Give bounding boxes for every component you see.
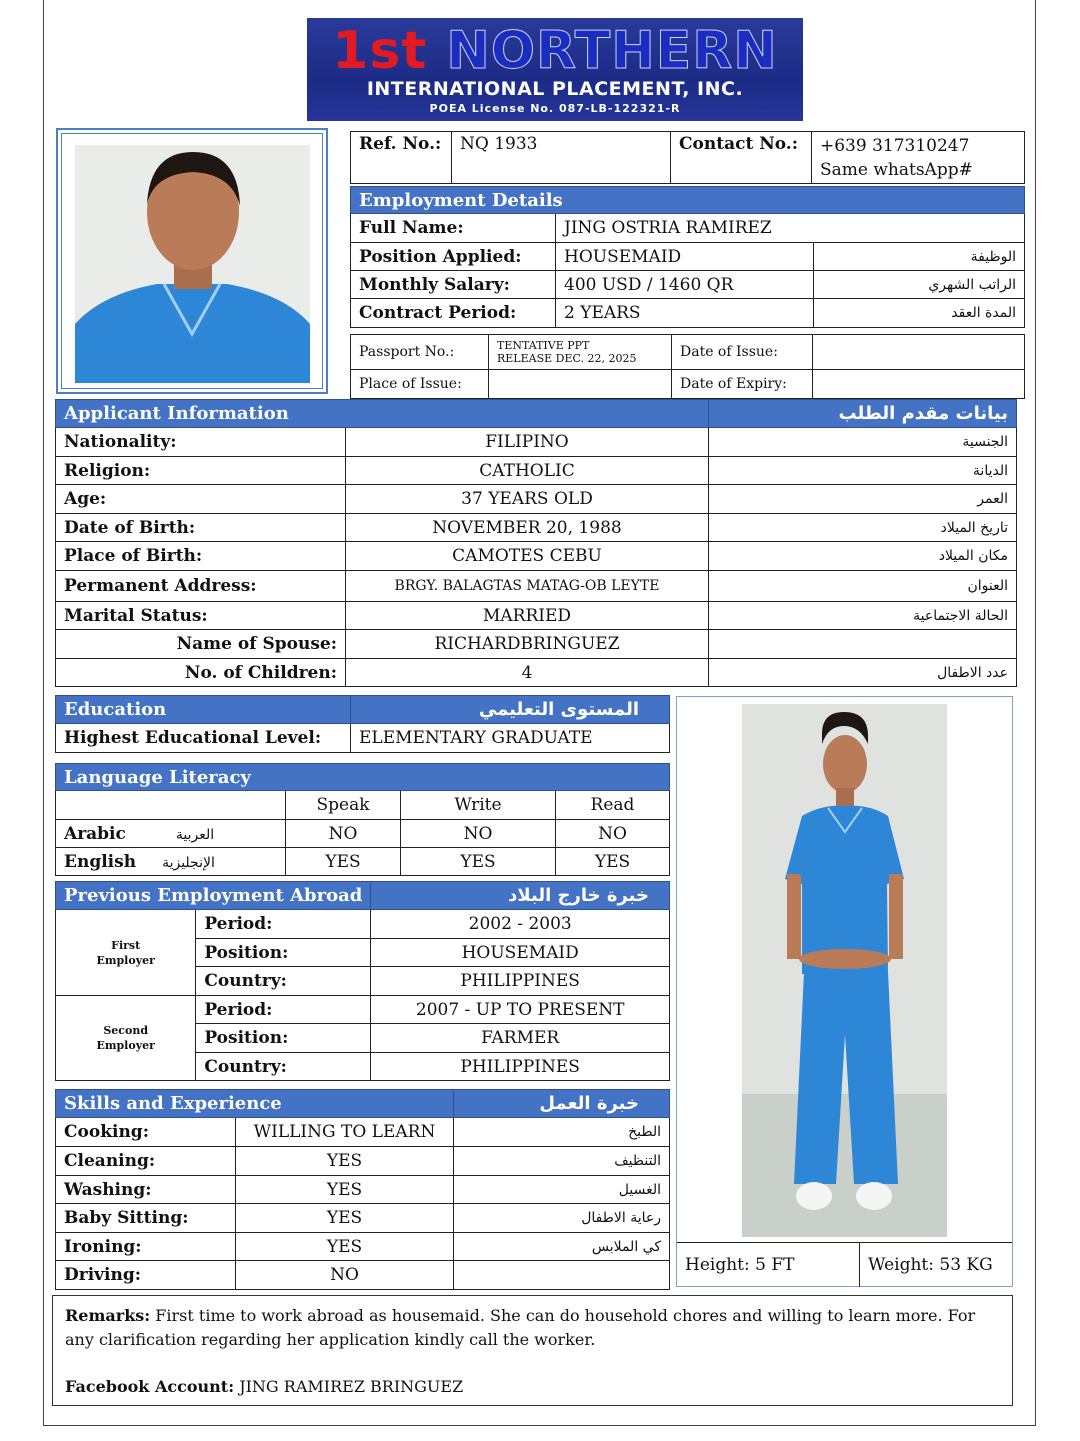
facebook-value: JING RAMIREZ BRINGUEZ <box>239 1377 464 1396</box>
skill-label-cooking: Cooking: <box>56 1118 236 1147</box>
skill-label-babysitting: Baby Sitting: <box>56 1204 236 1233</box>
language-table <box>55 763 670 876</box>
remarks-text: First time to work abroad as housemaid. She can do household chores and willing to learn more. For any clarification regarding her application kindly call the worker. <box>65 1306 976 1349</box>
company-logo <box>307 18 803 121</box>
app-label-marital: Marital Status: <box>56 602 346 630</box>
skill-value-cleaning: YES <box>236 1147 454 1176</box>
second-employer-line2: Employer <box>96 1039 155 1052</box>
language-english <box>56 848 286 876</box>
language-english-ar: الإنجليزية <box>162 854 215 871</box>
emp-value-full-name: JING OSTRIA RAMIREZ <box>556 214 1025 243</box>
arabic-speak: NO <box>286 820 401 848</box>
skill-label-driving: Driving: <box>56 1261 236 1290</box>
language-arabic-label: Arabic <box>64 823 126 844</box>
skill-label-ironing: Ironing: <box>56 1233 236 1261</box>
english-speak: YES <box>286 848 401 876</box>
emp2-country: PHILIPPINES <box>371 1053 670 1081</box>
first-employer-label <box>56 910 196 996</box>
app-value-spouse: RICHARDBRINGUEZ <box>346 630 709 659</box>
ref-value: NQ 1933 <box>452 132 671 184</box>
issue-date-label: Date of Issue: <box>672 335 813 370</box>
emp-ar-salary: الراتب الشهري <box>814 271 1025 299</box>
logo-company-name: INTERNATIONAL PLACEMENT, INC. <box>366 78 744 100</box>
passport-value-line1: TENTATIVE PPT <box>497 339 590 352</box>
full-body-photo <box>742 704 947 1237</box>
app-value-children: 4 <box>346 659 709 687</box>
app-label-dob: Date of Birth: <box>56 514 346 542</box>
arabic-write: NO <box>401 820 556 848</box>
skill-value-driving: NO <box>236 1261 454 1290</box>
weight-value: Weight: 53 KG <box>860 1243 1013 1287</box>
emp1-period-label: Period: <box>196 910 371 939</box>
app-value-marital: MARRIED <box>346 602 709 630</box>
skill-value-washing: YES <box>236 1176 454 1204</box>
skill-ar-babysitting: رعاية الاطفال <box>454 1204 670 1233</box>
second-employer-label <box>56 996 196 1081</box>
skill-label-washing: Washing: <box>56 1176 236 1204</box>
emp1-position-label: Position: <box>196 939 371 967</box>
emp2-position-label: Position: <box>196 1024 371 1053</box>
remarks-label: Remarks: <box>65 1306 151 1325</box>
remarks-box <box>52 1295 1013 1406</box>
english-read: YES <box>556 848 670 876</box>
app-label-spouse: Name of Spouse: <box>56 630 346 659</box>
language-col-write: Write <box>401 791 556 820</box>
previous-header-ar: خبرة خارج البلاد <box>371 882 670 910</box>
emp-label-full-name: Full Name: <box>351 214 556 243</box>
facebook-label: Facebook Account: <box>65 1377 235 1396</box>
skill-ar-washing: الغسيل <box>454 1176 670 1204</box>
skill-ar-cleaning: التنظيف <box>454 1147 670 1176</box>
expiry-value <box>813 370 1025 399</box>
app-label-pob: Place of Birth: <box>56 542 346 571</box>
language-arabic <box>56 820 286 848</box>
app-value-dob: NOVEMBER 20, 1988 <box>346 514 709 542</box>
app-label-age: Age: <box>56 485 346 514</box>
first-employer-line1: First <box>111 938 141 952</box>
app-ar-marital: الحالة الاجتماعية <box>709 602 1017 630</box>
issue-place-label: Place of Issue: <box>351 370 489 399</box>
skill-ar-driving <box>454 1261 670 1290</box>
skill-value-cooking: WILLING TO LEARN <box>236 1118 454 1147</box>
skill-value-babysitting: YES <box>236 1204 454 1233</box>
emp-value-salary: 400 USD / 1460 QR <box>556 271 814 299</box>
ref-contact-table <box>350 131 1025 184</box>
emp1-country-label: Country: <box>196 967 371 996</box>
language-english-label: English <box>64 851 137 872</box>
education-label: Highest Educational Level: <box>56 724 351 753</box>
emp2-country-label: Country: <box>196 1053 371 1081</box>
language-blank <box>56 791 286 820</box>
language-col-read: Read <box>556 791 670 820</box>
app-value-pob: CAMOTES CEBU <box>346 542 709 571</box>
emp-value-contract: 2 YEARS <box>556 299 814 328</box>
app-ar-dob: تاريخ الميلاد <box>709 514 1017 542</box>
emp1-position: HOUSEMAID <box>371 939 670 967</box>
issue-date-value <box>813 335 1025 370</box>
app-value-age: 37 YEARS OLD <box>346 485 709 514</box>
app-label-nationality: Nationality: <box>56 428 346 457</box>
remarks <box>65 1304 1000 1352</box>
education-header-ar: المستوى التعليمي <box>351 696 670 724</box>
skill-ar-ironing: كي الملابس <box>454 1233 670 1261</box>
expiry-label: Date of Expiry: <box>672 370 813 399</box>
emp-ar-position: الوظيفة <box>814 243 1025 271</box>
education-table <box>55 695 670 753</box>
employment-table <box>350 186 1025 328</box>
previous-employment-table <box>55 881 670 1081</box>
app-label-children: No. of Children: <box>56 659 346 687</box>
applicant-header: Applicant Information <box>56 400 709 428</box>
education-header: Education <box>56 696 351 724</box>
app-value-religion: CATHOLIC <box>346 457 709 485</box>
emp2-period-label: Period: <box>196 996 371 1024</box>
height-weight-table <box>677 1242 1012 1287</box>
facebook-account <box>65 1375 463 1399</box>
language-col-speak: Speak <box>286 791 401 820</box>
issue-place-value <box>489 370 672 399</box>
logo-northern: NORTHERN <box>446 21 778 81</box>
contact-number: +639 317310247 <box>820 136 970 156</box>
skill-value-ironing: YES <box>236 1233 454 1261</box>
app-label-address: Permanent Address: <box>56 571 346 602</box>
emp-label-salary: Monthly Salary: <box>351 271 556 299</box>
skills-table <box>55 1089 670 1290</box>
passport-table <box>350 334 1025 399</box>
logo-1st: 1st <box>332 21 428 81</box>
emp1-country: PHILIPPINES <box>371 967 670 996</box>
skill-ar-cooking: الطبخ <box>454 1118 670 1147</box>
skills-header: Skills and Experience <box>56 1090 454 1118</box>
education-value: ELEMENTARY GRADUATE <box>351 724 670 753</box>
emp-value-position: HOUSEMAID <box>556 243 814 271</box>
emp-ar-contract: المدة العقد <box>814 299 1025 328</box>
second-employer-line1: Second <box>103 1024 149 1037</box>
app-ar-children: عدد الاطفال <box>709 659 1017 687</box>
passport-value <box>489 335 672 370</box>
ref-label: Ref. No.: <box>351 132 452 184</box>
contact-label: Contact No.: <box>671 132 812 184</box>
skills-header-ar: خبرة العمل <box>454 1090 670 1118</box>
app-ar-age: العمر <box>709 485 1017 514</box>
passport-value-line2: RELEASE DEC. 22, 2025 <box>497 352 637 365</box>
employment-header: Employment Details <box>351 187 1025 214</box>
applicant-table <box>55 399 1017 687</box>
portrait-photo-frame <box>56 128 328 394</box>
portrait-photo <box>62 134 324 390</box>
app-ar-nationality: الجنسية <box>709 428 1017 457</box>
passport-label: Passport No.: <box>351 335 489 370</box>
app-value-nationality: FILIPINO <box>346 428 709 457</box>
emp2-position: FARMER <box>371 1024 670 1053</box>
contact-value <box>812 132 1025 184</box>
app-ar-religion: الديانة <box>709 457 1017 485</box>
emp-label-position: Position Applied: <box>351 243 556 271</box>
emp1-period: 2002 - 2003 <box>371 910 670 939</box>
app-value-address: BRGY. BALAGTAS MATAG-OB LEYTE <box>346 571 709 602</box>
logo-license: POEA License No. 087-LB-122321-R <box>429 102 681 115</box>
applicant-header-ar: بيانات مقدم الطلب <box>709 400 1017 428</box>
emp-label-contract: Contract Period: <box>351 299 556 328</box>
app-ar-address: العنوان <box>709 571 1017 602</box>
app-label-religion: Religion: <box>56 457 346 485</box>
arabic-read: NO <box>556 820 670 848</box>
previous-header: Previous Employment Abroad <box>56 882 371 910</box>
height-value: Height: 5 FT <box>677 1243 860 1287</box>
app-ar-pob: مكان الميلاد <box>709 542 1017 571</box>
english-write: YES <box>401 848 556 876</box>
full-body-photo-panel <box>676 696 1013 1287</box>
contact-whatsapp: Same whatsApp# <box>820 160 973 180</box>
app-ar-spouse <box>709 630 1017 659</box>
language-header: Language Literacy <box>56 764 670 791</box>
first-employer-line2: Employer <box>96 953 155 967</box>
language-arabic-ar: العربية <box>175 826 215 843</box>
emp2-period: 2007 - UP TO PRESENT <box>371 996 670 1024</box>
skill-label-cleaning: Cleaning: <box>56 1147 236 1176</box>
